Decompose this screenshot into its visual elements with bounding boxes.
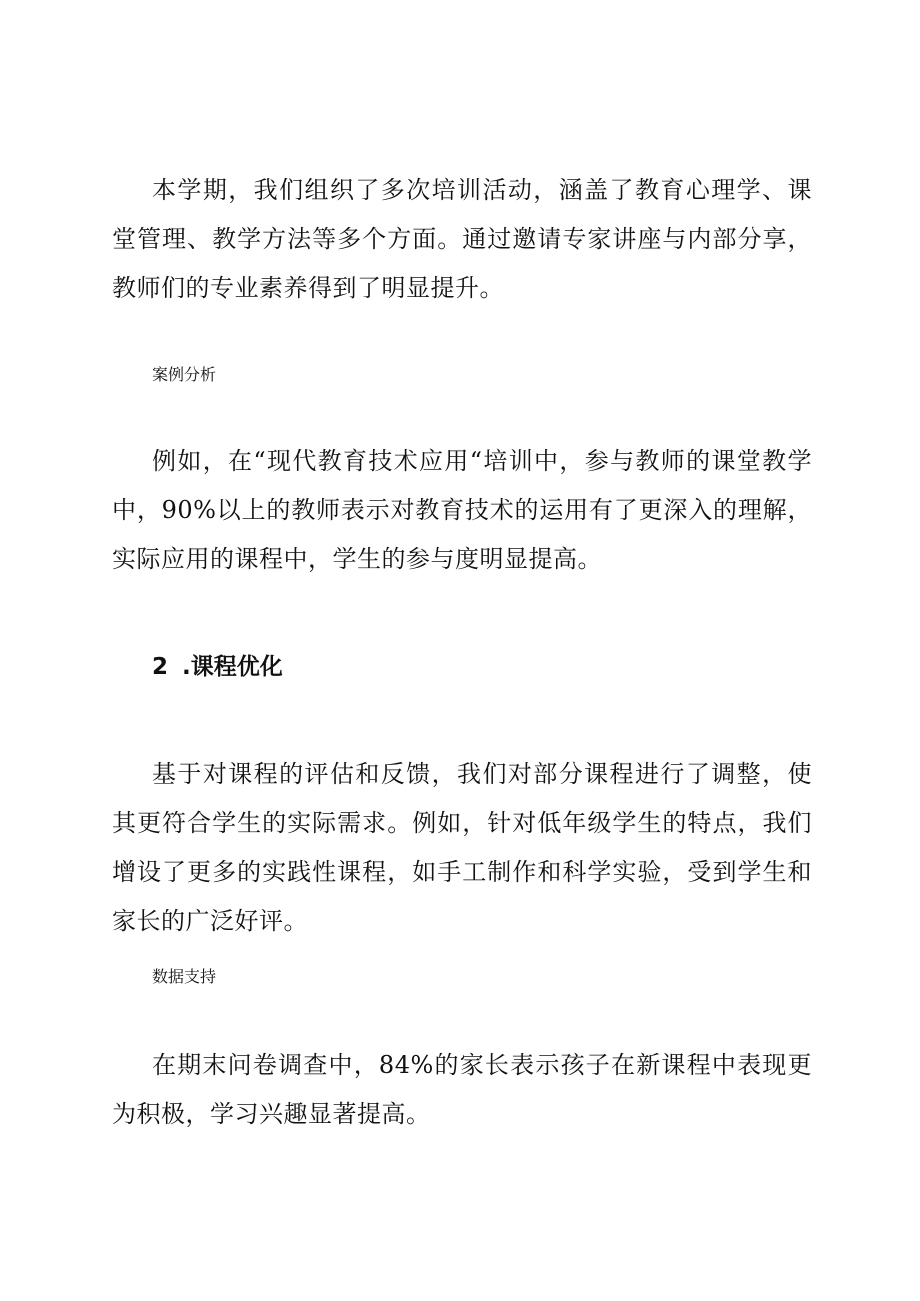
paragraph-case-example: 例如，在“现代教育技术应用“培训中，参与教师的课堂教学中，90%以上的教师表示对教育技术的运用有了更深入的理解，实际应用的课程中，学生的参与度明显提高。 — [112, 447, 812, 573]
section-title: .课程优化 — [182, 654, 283, 680]
section-number: 2 — [152, 654, 169, 680]
section-heading-course-optimization — [152, 652, 283, 682]
label-data-support: 数据支持 — [152, 967, 217, 986]
paragraph-course-adjustment: 基于对课程的评估和反馈，我们对部分课程进行了调整，使其更符合学生的实际需求。例如，针对低年级学生的特点，我们增设了更多的实践性课程，如手工制作和科学实验，受到学生和家长的广泛好评。 — [112, 760, 812, 935]
paragraph-training-summary: 本学期，我们组织了多次培训活动，涵盖了教育心理学、课堂管理、教学方法等多个方面。通过邀请专家讲座与内部分享，教师们的专业素养得到了明显提升。 — [112, 176, 812, 302]
paragraph-survey-result: 在期末问卷调查中，84%的家长表示孩子在新课程中表现更为积极，学习兴趣显著提高。 — [112, 1051, 812, 1128]
label-case-analysis: 案例分析 — [152, 365, 217, 384]
